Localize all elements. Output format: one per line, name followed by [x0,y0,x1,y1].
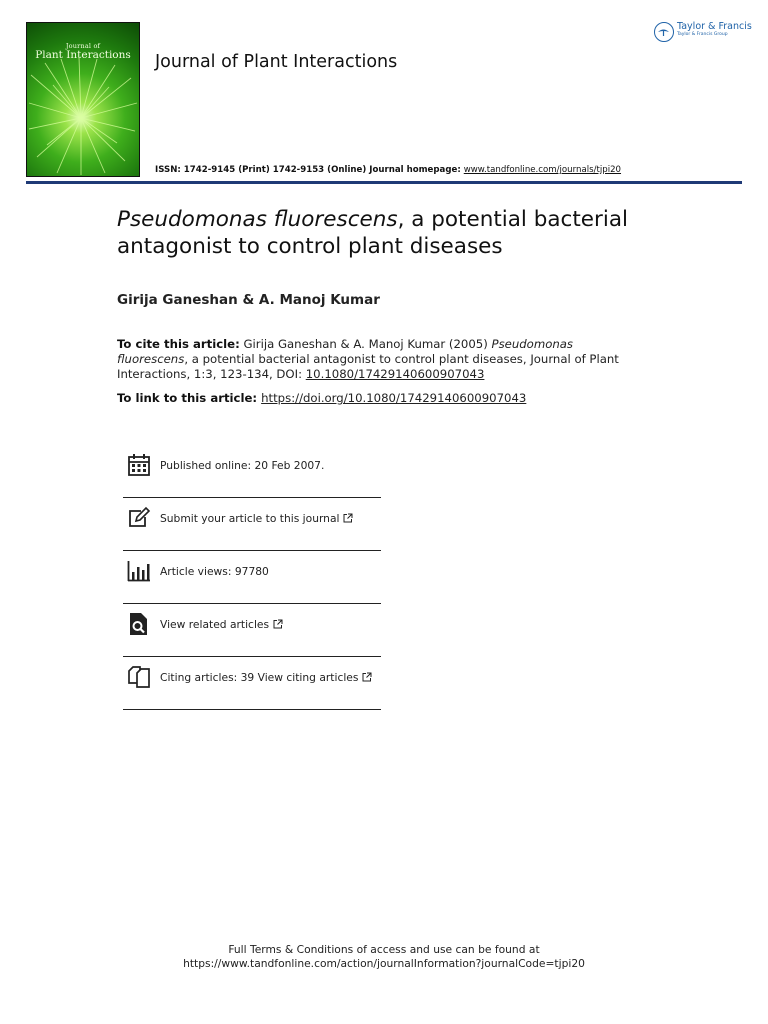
header-divider [26,181,742,184]
article-doi-url-link[interactable]: https://doi.org/10.1080/17429140600907043 [261,391,527,405]
publisher-logo[interactable] [654,22,752,42]
meta-published-text: Published online: 20 Feb 2007. [160,459,325,472]
external-link-icon [343,513,353,523]
article-title-rest: , a potential bacterial antagonist to control plant diseases [117,207,628,259]
article-title-italic: Pseudomonas fluorescens [117,207,398,232]
meta-related-text[interactable]: View related articles [160,618,270,631]
citation-text-italic: Pseudomonas fluorescens [117,337,574,366]
publisher-subname: Taylor & Francis Group [677,31,728,37]
citation-block [117,337,637,382]
meta-related[interactable] [123,604,381,657]
journal-cover-image [26,22,140,177]
footer-terms [0,943,768,971]
external-link-icon [362,672,372,682]
external-link-icon [273,619,283,629]
publisher-logo-icon [654,22,674,42]
article-title [117,206,677,260]
meta-views [123,551,381,604]
citation-label: To cite this article: [117,337,240,351]
journal-name: Journal of Plant Interactions [155,52,398,72]
bar-chart-icon [127,559,151,583]
copy-documents-icon [127,665,151,689]
article-link-block [117,391,526,405]
cover-title-small: Journal of [65,42,101,50]
citation-doi-link[interactable]: 10.1080/17429140600907043 [305,367,485,381]
meta-views-text: Article views: 97780 [160,565,269,578]
citation-text-before: Girija Ganeshan & A. Manoj Kumar (2005) [239,337,492,351]
edit-icon [127,506,151,530]
document-search-icon [127,612,151,636]
issn-text: ISSN: 1742-9145 (Print) 1742-9153 (Online) Journal homepage: [155,165,464,175]
cover-title-big: Plant Interactions [35,48,131,61]
cover-title [27,43,139,61]
meta-citing-text[interactable]: Citing articles: 39 View citing articles [160,671,359,684]
citation-text-after: , a potential bacterial antagonist to control plant diseases, Journal of Plant Interactions, 1:3, 123-134, DOI: [117,352,619,381]
footer-line-1: Full Terms & Conditions of access and use can be found at [228,943,540,956]
meta-submit-text[interactable]: Submit your article to this journal [160,512,340,525]
journal-homepage-link[interactable]: www.tandfonline.com/journals/tjpi20 [463,165,622,175]
meta-published [123,445,381,498]
issn-line [155,165,621,175]
article-link-label: To link to this article: [117,391,258,405]
publisher-name: Taylor & Francis [677,21,752,32]
article-meta-list [123,445,381,710]
calendar-icon [127,453,151,477]
meta-submit[interactable] [123,498,381,551]
footer-terms-link[interactable]: https://www.tandfonline.com/action/journalInformation?journalCode=tjpi20 [183,957,585,970]
meta-citing[interactable] [123,657,381,710]
article-authors: Girija Ganeshan & A. Manoj Kumar [117,292,380,308]
